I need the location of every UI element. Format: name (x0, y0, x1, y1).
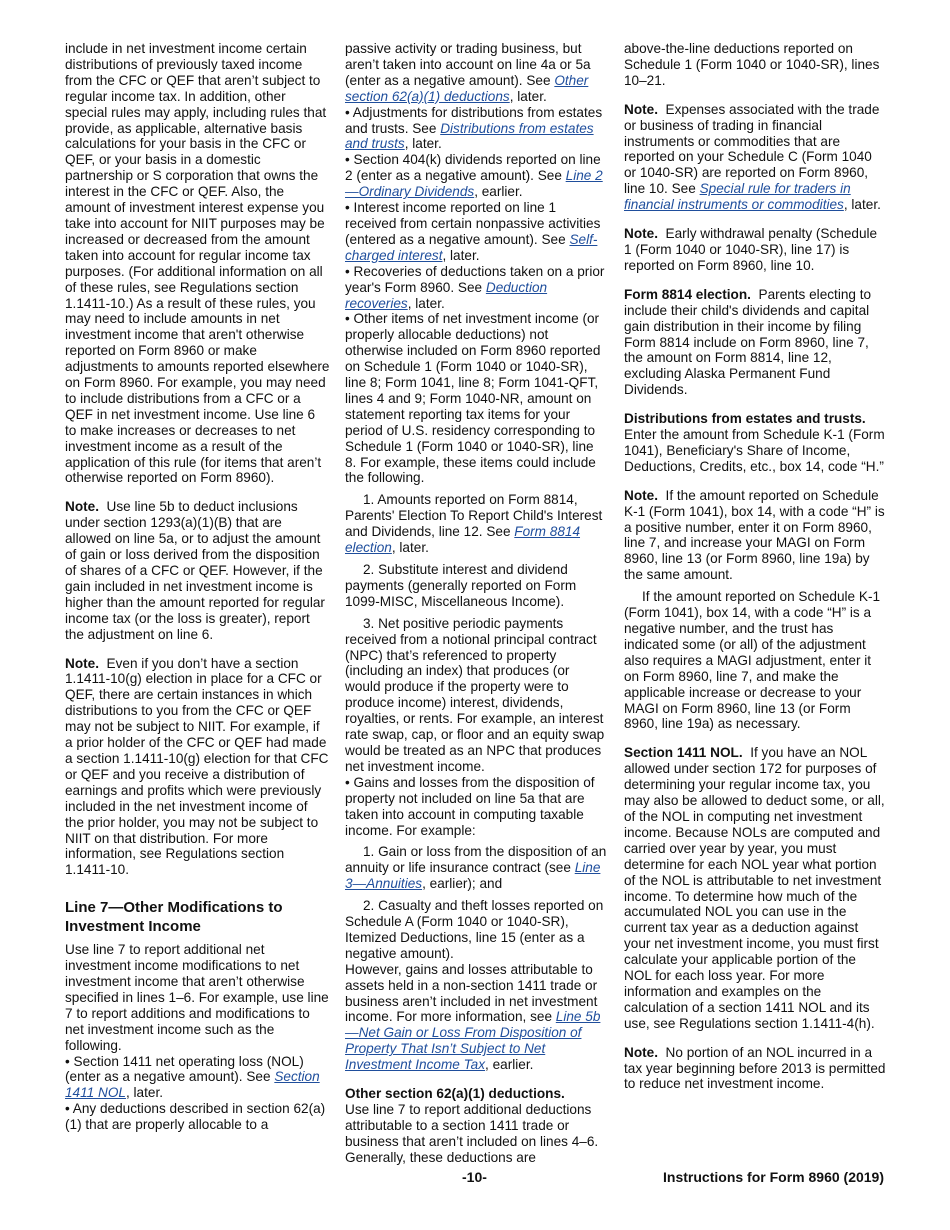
text: , earlier); and (422, 876, 503, 892)
paragraph-distributions (624, 411, 886, 475)
link-line-2-dividends[interactable]: Line 2—Ordinary Dividends (345, 168, 603, 200)
note-penalty (624, 226, 886, 274)
item-npc: 3. Net positive periodic payments received from a notional principal contract (NPC) that’s referenced to property (including an index) that produces (or would produce if the property were to produce income) interest, dividends, royalties, or rents. For example, an interest rate swap, cap, or floor and an equity swap would be treated as an NPC that produces net investment income. (345, 615, 605, 774)
bullet-interest (345, 200, 608, 264)
paragraph-nol (624, 745, 886, 1031)
link-form-8814-election[interactable]: Form 8814 election (345, 524, 581, 556)
paragraph-other-62 (345, 1086, 608, 1166)
link-line-5b[interactable]: Line 5b—Net Gain or Loss From Disposition of Property That Isn’t Subject to Net Investment Income Tax (345, 1009, 601, 1073)
note-text: Even if you don’t have a section 1.1411-10(g) election in place for a CFC or QEF, there are certain instances in which distributions to you from the CFC or QEF may not be subject to NIIT. For example, if a prior holder of the CFC or QEF had made a section 1.1411-10(g) election for that CFC or QEF and you receive a distribution of earnings and profits which were previously included in the net investment income of the prior holder, you may not be subject to NIIT on that distribution. For more information, see Regulations section 1.1411-10. (65, 655, 329, 878)
note-text: Use line 5b to deduct inclusions under section 1293(a)(1)(B) that are allowed on line 5a, or to adjust the amount of gain or loss derived from the disposition of shares of a CFC or QEF. However, if the gain included in net investment income is higher than the amount reported for regular income tax (or the loss is greater), report the adjustment on line 6. (65, 499, 325, 642)
paragraph-form-8814 (624, 287, 886, 398)
column-1 (65, 41, 330, 1133)
note-label: Note. (65, 655, 99, 671)
note-traders (624, 102, 886, 213)
link-self-charged-interest[interactable]: Self-charged interest (345, 231, 598, 263)
text: Use line 7 to report additional deductions attributable to a section 1411 trade or business that aren’t included on lines 4–6. Generally, these deductions are (345, 1102, 599, 1165)
subheading: Form 8814 election. (624, 286, 751, 302)
item-form-8814 (345, 492, 608, 556)
text: Interest income reported on line 1 received from certain nonpassive activities (entered as a negative amount). See (345, 200, 601, 247)
text: , later. (509, 88, 547, 104)
text: No portion of an NOL incurred in a tax year beginning before 2013 is permitted to reduce net investment income. (624, 1044, 886, 1092)
bullet-text: , later. (125, 1085, 163, 1101)
paragraph-cfc-qef: include in net investment income certain distributions of previously taxed income from the CFC or QEF that aren’t subject to regular income tax. In addition, other special rules may apply, including rules that provide, as applicable, alternative basis calculations for your basis in the CFC or QEF, or your basis in a domestic partnership or S corporation that owns the interest in the CFC or QEF. Also, the amount of investment interest expense you take into account for NIIT purposes may be increased or decreased from the amount taken into account for regular income tax purposes. (For additional information on all of these rules, see Regulations section 1.1411-10.) As a result of these rules, you may need to include amounts in net investment income that aren't otherwise reported on Form 8960 or make adjustments to amounts reported elsewhere on Form 8960. For example, you may need to include distributions from a CFC or a QEF in net investment income. Use line 6 to make increases or decreases to net investment income as a result of the application of this rule (for items that aren’t otherwise reported on Form 8960). (65, 41, 330, 486)
text: If the amount reported on Schedule K-1 (Form 1041), box 14, with a code “H” is a positive number, enter it on Form 8960, line 7, and increase your MAGI on Form 8960, line 13 (or Form 8960, line 19a) by the same amount. (624, 487, 885, 583)
footer-form-title: Instructions for Form 8960 (2019) (663, 1169, 884, 1185)
bullet-nol (65, 1054, 330, 1102)
text: Enter the amount from Schedule K-1 (Form 1041), Beneficiary's Share of Income, Deductions, Credits, etc., box 14, code “H.” (624, 427, 885, 474)
item-substitute-interest: 2. Substitute interest and dividend payments (generally reported on Form 1099-MISC, Miscellaneous Income). (345, 562, 577, 609)
note-code-h (624, 488, 886, 583)
subheading: Other section 62(a)(1) deductions. (345, 1086, 565, 1102)
bullet-404k (345, 152, 608, 200)
note-label: Note. (65, 499, 99, 515)
paragraph-negative: If the amount reported on Schedule K-1 (Form 1041), box 14, with a code “H” is a negative number, and the trust has indicated some (or all) of the adjustment also requires a MAGI adjustment, enter it on Form 8960, line 7, and make the applicable increase or decrease to your MAGI on Form 8960, line 13 (or Form 8960, line 19a) as necessary. (624, 589, 881, 732)
text: , earlier. (474, 184, 523, 200)
item-casualty: 2. Casualty and theft losses reported on Schedule A (Form 1040 or 1040-SR), Itemized Deductions, line 15 (enter as a negative amount). (345, 898, 604, 961)
bullet-estates (345, 105, 608, 153)
text: , later. (442, 247, 480, 263)
text: Section 404(k) dividends reported on line 2 (enter as a negative amount). See (345, 152, 601, 184)
bullet-other-items: • Other items of net investment income (or properly allocable deductions) not otherwise included on Form 8960 reported on Schedule 1 (Form 1040 or 1040-SR), line 8; Form 1041, line 8; Form 1041-QFT, lines 4 and 9; Form 1040-NR, amount on statement reporting tax items for your period of U.S. residency corresponding to Schedule 1 (Form 1040 or 1040-SR), line 8. For example, these items could include the following. (345, 311, 608, 486)
text: , later. (407, 295, 445, 311)
text: , later. (404, 136, 442, 152)
column-3 (624, 41, 886, 1105)
note-label: Note. (624, 487, 658, 503)
section-heading-line-7: Line 7—Other Modifications to Investment Income (65, 899, 283, 936)
note-line-5b (65, 499, 330, 642)
note-label: Note. (624, 226, 658, 242)
link-other-section-62[interactable]: Other section 62(a)(1) deductions (345, 72, 589, 104)
text: Early withdrawal penalty (Schedule 1 (Form 1040 or 1040-SR), line 17) is reported on Form 8960, line 10. (624, 226, 878, 273)
paragraph-however (345, 962, 608, 1073)
text: However, gains and losses attributable to assets held in a non-section 1411 trade or business aren’t included in net investment income. For more information, see (345, 961, 598, 1025)
link-deduction-recoveries[interactable]: Deduction recoveries (345, 279, 548, 311)
note-2013 (624, 1045, 886, 1093)
link-distributions-estates[interactable]: Distributions from estates and trusts (345, 120, 594, 152)
text: 1. Amounts reported on Form 8814, Parents' Election To Report Child's Interest and Dividends, line 12. See (345, 492, 603, 540)
note-election (65, 656, 330, 879)
paragraph-use-line-7: Use line 7 to report additional net investment income modifications to net investment income that aren’t otherwise specified in lines 1–6. For example, use line 7 to report additions and modifications to net investment income such as the following. (65, 942, 329, 1053)
link-section-1411-nol[interactable]: Section 1411 NOL (65, 1069, 320, 1101)
bullet-text: Section 1411 net operating loss (NOL) (enter as a negative amount). See (65, 1053, 304, 1085)
text: Recoveries of deductions taken on a prior year's Form 8960. See (345, 263, 605, 295)
page-number: -10- (462, 1169, 487, 1185)
subheading: Section 1411 NOL. (624, 745, 743, 761)
text: passive activity or trading business, but aren’t taken into account on line 4a or 5a (enter as a negative amount). See (345, 41, 591, 88)
link-line-3-annuities[interactable]: Line 3—Annuities (345, 860, 601, 892)
subheading: Distributions from estates and trusts. (624, 411, 866, 427)
note-label: Note. (624, 1044, 658, 1060)
text: Adjustments for distributions from estates and trusts. See (345, 104, 603, 136)
text: Expenses associated with the trade or business of trading in financial instruments or commodities that are reported on your Schedule C (Form 1040 or 1040-SR) are reported on Form 8960, line 10. See (624, 101, 880, 197)
paragraph-passive (345, 41, 608, 105)
link-special-rule-traders[interactable]: Special rule for traders in financial instruments or commodities (624, 181, 851, 213)
item-annuity (345, 844, 608, 892)
text: 1. Gain or loss from the disposition of an annuity or life insurance contract (see (345, 844, 607, 876)
text: , later. (843, 197, 881, 213)
bullet-recoveries (345, 264, 608, 312)
column-2 (345, 41, 608, 1166)
bullet-gains-losses: • Gains and losses from the disposition of property not included on line 5a that are taken into account in computing taxable income. For example: (345, 775, 608, 839)
text: , earlier. (485, 1057, 534, 1073)
text: If you have an NOL allowed under section 172 for purposes of determining your regular income tax, you may also be allowed to deduct some, or all, of the NOL in computing net investment income. Because NOLs are computed and carried over year by year, you must determine for each NOL year what portion of the NOL is attributable to net investment income. To determine how much of the accumulated NOL you can use in the current tax year as a deduction against your net investment income, you must first calculate your applicable portion of the NOL for each loss year. For more information and examples on the calculation of a section 1411 NOL and its use, see Regulations section 1.1411-4(h). (624, 745, 885, 1031)
text: , later. (391, 540, 429, 556)
bullet-deductions: • Any deductions described in section 62(a)(1) that are properly allocable to a (65, 1101, 330, 1133)
paragraph-above-line: above-the-line deductions reported on Schedule 1 (Form 1040 or 1040-SR), lines 10–21. (624, 41, 880, 88)
note-label: Note. (624, 101, 658, 117)
text: Parents electing to include their child's dividends and capital gain distribution in their income by filing Form 8814 include on Form 8960, line 7, the amount on Form 8814, line 12, excluding Alaska Permanent Fund Dividends. (624, 286, 872, 398)
